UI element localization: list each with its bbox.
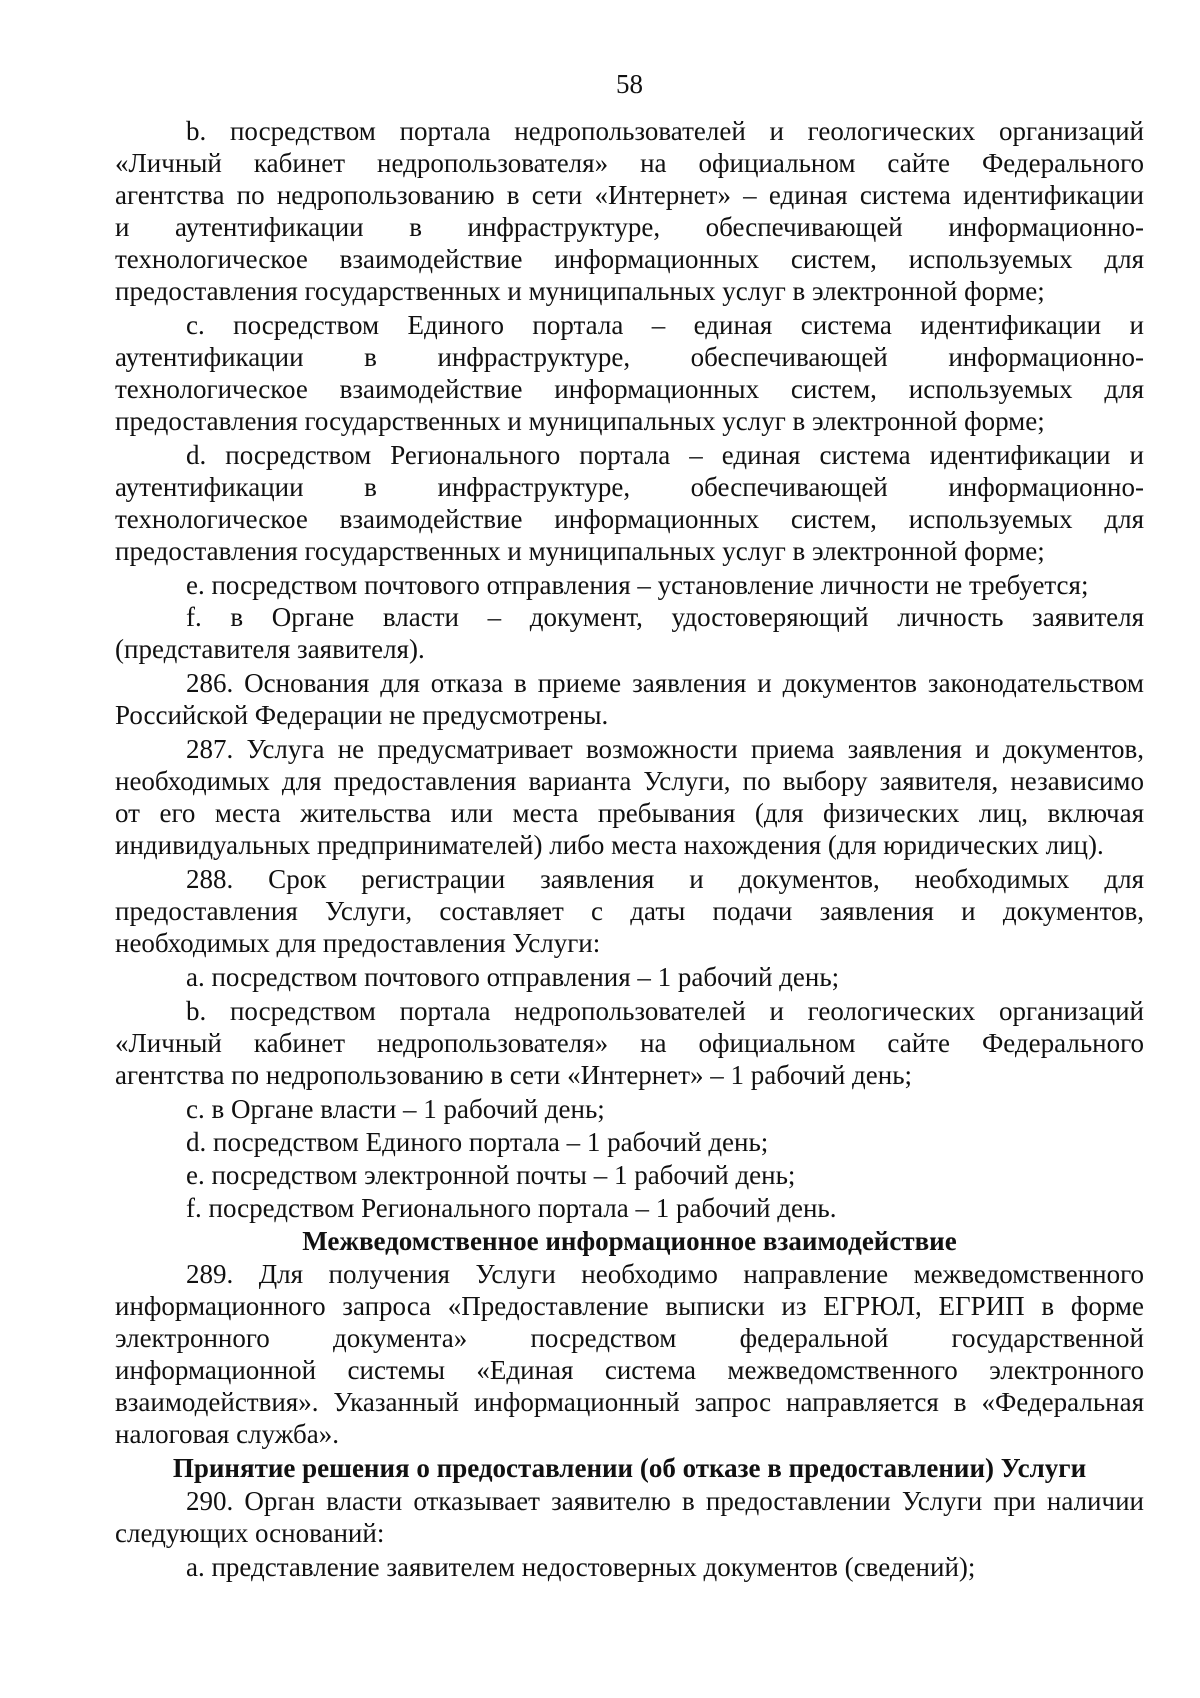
- text-line: e. посредством почтового отправления – установление личности не требуется;: [186, 570, 1089, 600]
- text-line: b. посредством портала недропользователей и геологических организаций: [186, 996, 1144, 1026]
- text-line: информационной системы «Единая система межведомственного электронного: [115, 1355, 1144, 1385]
- text-line: a. представление заявителем недостоверных документов (сведений);: [186, 1552, 976, 1582]
- text-line: e. посредством электронной почты – 1 рабочий день;: [186, 1160, 796, 1190]
- text-line: f. в Органе власти – документ, удостоверяющий личность заявителя: [186, 602, 1144, 632]
- text-line: индивидуальных предпринимателей) либо места нахождения (для юридических лиц).: [115, 830, 1104, 860]
- text-line: «Личный кабинет недропользователя» на официальном сайте Федерального: [115, 148, 1144, 178]
- text-line: 287. Услуга не предусматривает возможности приема заявления и документов,: [186, 734, 1144, 764]
- text-line: технологическое взаимодействие информационных систем, используемых для: [115, 504, 1144, 534]
- text-line: технологическое взаимодействие информационных систем, используемых для: [115, 244, 1144, 274]
- text-line: f. посредством Регионального портала – 1 рабочий день.: [186, 1193, 837, 1223]
- text-line: налоговая служба».: [115, 1419, 339, 1449]
- text-line: технологическое взаимодействие информационных систем, используемых для: [115, 374, 1144, 404]
- text-line: от его места жительства или места пребывания (для физических лиц, включая: [115, 798, 1144, 828]
- text-line: 290. Орган власти отказывает заявителю в предоставлении Услуги при наличии: [186, 1486, 1144, 1516]
- text-line: аутентификации в инфраструктуре, обеспечивающей информационно-: [115, 472, 1144, 502]
- section-heading: Принятие решения о предоставлении (об отказе в предоставлении) Услуги: [172, 1453, 1087, 1483]
- text-line: 289. Для получения Услуги необходимо направление межведомственного: [186, 1259, 1144, 1289]
- text-line: c. в Органе власти – 1 рабочий день;: [186, 1094, 605, 1124]
- text-line: предоставления государственных и муниципальных услуг в электронной форме;: [115, 276, 1045, 306]
- text-line: предоставления государственных и муниципальных услуг в электронной форме;: [115, 536, 1045, 566]
- section-heading: Межведомственное информационное взаимодействие: [302, 1226, 957, 1256]
- text-line: «Личный кабинет недропользователя» на официальном сайте Федерального: [115, 1028, 1144, 1058]
- text-line: необходимых для предоставления Услуги:: [115, 928, 601, 958]
- page-number: 58: [616, 69, 643, 99]
- text-line: взаимодействия». Указанный информационный запрос направляется в «Федеральная: [115, 1387, 1144, 1417]
- text-line: 286. Основания для отказа в приеме заявления и документов законодательством: [186, 668, 1144, 698]
- text-line: предоставления государственных и муниципальных услуг в электронной форме;: [115, 406, 1045, 436]
- text-line: и аутентификации в инфраструктуре, обеспечивающей информационно-: [115, 212, 1144, 242]
- text-line: аутентификации в инфраструктуре, обеспечивающей информационно-: [115, 342, 1144, 372]
- text-line: агентства по недропользованию в сети «Интернет» – 1 рабочий день;: [115, 1060, 913, 1090]
- text-line: предоставления Услуги, составляет с даты подачи заявления и документов,: [115, 896, 1144, 926]
- text-line: 288. Срок регистрации заявления и документов, необходимых для: [186, 864, 1144, 894]
- text-line: электронного документа» посредством федеральной государственной: [115, 1323, 1144, 1353]
- text-line: b. посредством портала недропользователей и геологических организаций: [186, 116, 1144, 146]
- text-line: c. посредством Единого портала – единая система идентификации и: [186, 310, 1144, 340]
- text-line: d. посредством Единого портала – 1 рабочий день;: [186, 1127, 769, 1157]
- text-line: следующих оснований:: [115, 1518, 385, 1548]
- text-line: (представителя заявителя).: [115, 634, 425, 664]
- text-line: агентства по недропользованию в сети «Интернет» – единая система идентификации: [115, 180, 1144, 210]
- text-line: информационного запроса «Предоставление выписки из ЕГРЮЛ, ЕГРИП в форме: [115, 1291, 1144, 1321]
- text-line: Российской Федерации не предусмотрены.: [115, 700, 609, 730]
- text-line: необходимых для предоставления варианта Услуги, по выбору заявителя, независимо: [115, 766, 1144, 796]
- text-line: d. посредством Регионального портала – единая система идентификации и: [186, 440, 1144, 470]
- text-line: a. посредством почтового отправления – 1 рабочий день;: [186, 962, 840, 992]
